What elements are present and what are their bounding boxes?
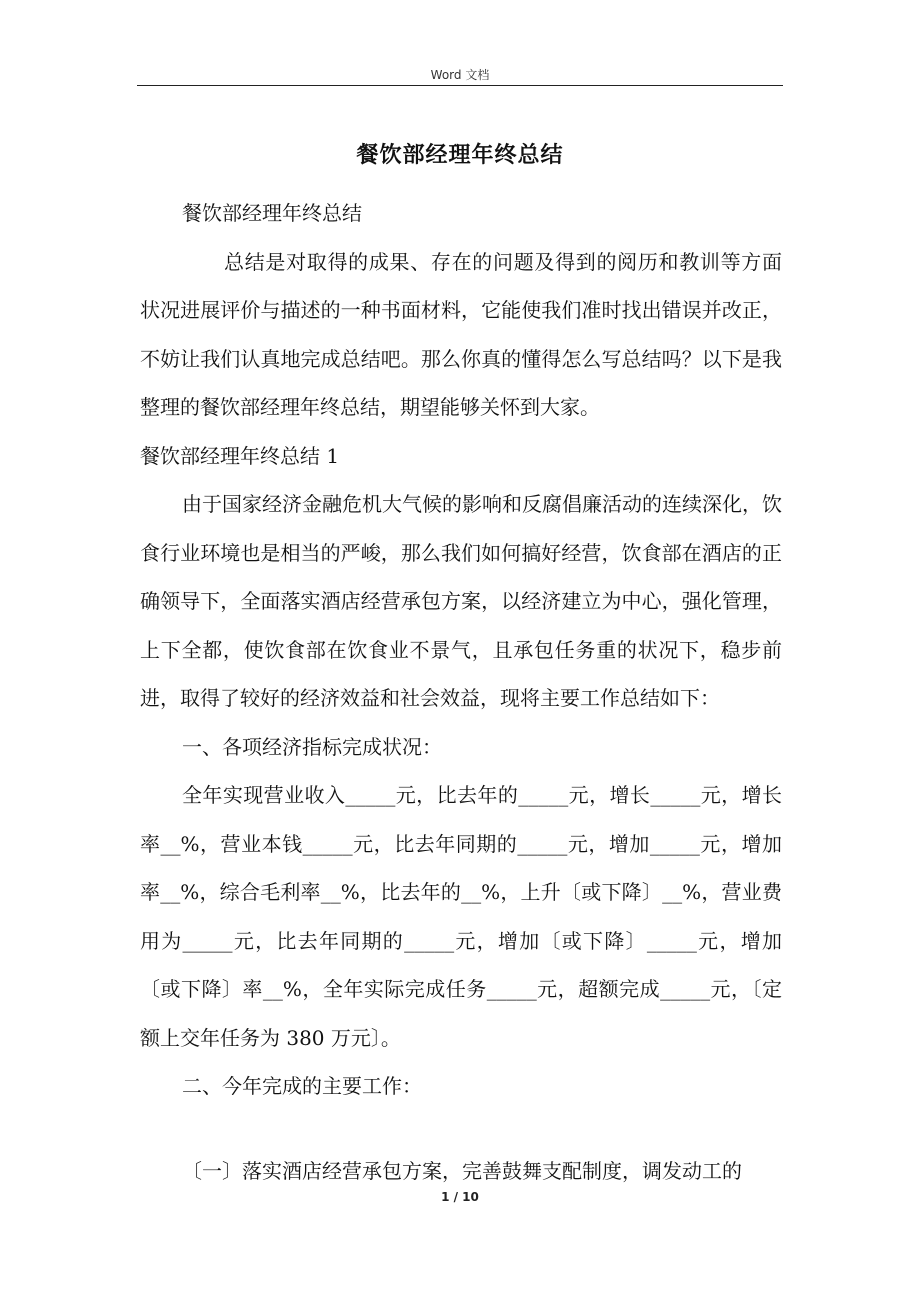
document-title: 餐饮部经理年终总结: [356, 143, 564, 168]
header-divider: [137, 85, 783, 86]
body-paragraph-text: 〔一〕落实酒店经营承包方案，完善鼓舞支配制度，调发动工的: [182, 1159, 742, 1183]
body-paragraph: 由于国家经济金融危机大气候的影响和反腐倡廉活动的连续深化，饮食行业环境也是相当的严峻，那么我们如何搞好经营，饮食部在酒店的正确领导下，全面落实酒店经营承包方案，以经济建立为中心，强化管理，上下全都，使饮食部在饮食业不景气，且承包任务重的状况下，稳步前进，取得了较好的经济效益和社会效益，现将主要工作总结如下：: [140, 492, 782, 710]
page-number: 1 / 10: [441, 1190, 479, 1204]
intro-paragraph: 总结是对取得的成果、存在的问题及得到的阅历和教训等方面状况进展评价与描述的一种书面材料，它能使我们准时找出错误并改正，不妨让我们认真地完成总结吧。那么你真的懂得怎么写总结吗？以下是我整理的餐饮部经理年终总结，期望能够关怀到大家。: [140, 249, 782, 419]
body-paragraph-continued: [140, 1147, 782, 1196]
indicators-paragraph: 全年实现营业收入_____元，比去年的_____元，增长_____元，增长率__%，营业本钱_____元，比去年同期的_____元，增加_____元，增加率__%，综合毛利率__%，比去年的__%，上升〔或下降〕__%，营业费用为_____元，比去年同期的_____元，增加〔或下降〕_____元，增加〔或下降〕率__%，全年实际完成任务_____元，超额完成_____元，〔定额上交年任务为 380 万元〕。: [140, 783, 782, 1050]
list-heading-one: 一、各项经济指标完成状况：: [182, 734, 442, 759]
document-body: [140, 189, 782, 1111]
section-heading: 餐饮部经理年终总结 1: [140, 443, 340, 468]
document-subtitle: 餐饮部经理年终总结: [182, 201, 362, 225]
page-header: Word 文档: [430, 68, 490, 82]
list-heading-two: 二、今年完成的主要工作：: [182, 1074, 422, 1098]
